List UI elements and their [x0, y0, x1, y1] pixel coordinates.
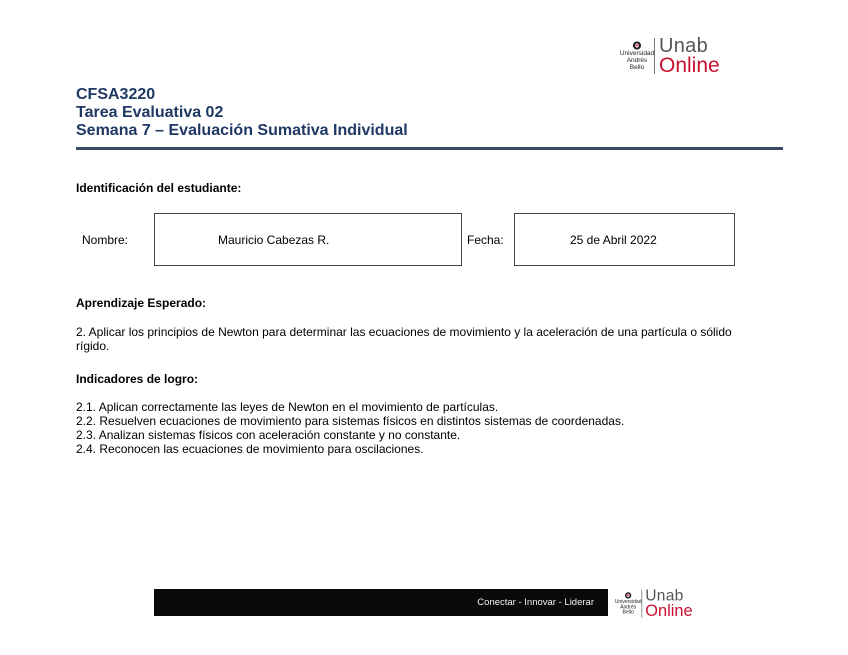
list-item: 2.3. Analizan sistemas físicos con aceleración constante y no constante. [76, 428, 461, 442]
university-name: Universidad Andrés Bello [619, 50, 655, 71]
university-name: Universidad Andrés Bello [614, 598, 642, 616]
university-seal-icon [614, 592, 642, 616]
logo-divider [641, 590, 642, 618]
indicators-list [76, 400, 624, 456]
brand-online: Online [645, 602, 693, 620]
logo-divider [654, 38, 655, 74]
header-rule [76, 147, 783, 150]
list-item: 2.1. Aplican correctamente las leyes de Newton en el movimiento de partículas. [76, 400, 499, 414]
learning-heading: Aprendizaje Esperado: [76, 296, 207, 310]
unab-online-logo [619, 35, 720, 77]
task-title: Tarea Evaluativa 02 [76, 104, 224, 121]
list-item: 2.4. Reconocen las ecuaciones de movimiento para oscilaciones. [76, 442, 424, 456]
footer-logo [614, 587, 693, 620]
university-seal-icon [619, 41, 655, 71]
footer-bar [154, 589, 608, 616]
date-value: 25 de Abril 2022 [570, 233, 657, 247]
list-item: 2.2. Resuelven ecuaciones de movimiento para sistemas físicos en distintos sistemas de coordenadas. [76, 414, 625, 428]
identification-heading: Identificación del estudiante: [76, 181, 242, 195]
brand-online: Online [659, 54, 720, 77]
brand-unab: Unab [645, 587, 684, 605]
learning-line-2: rígido. [76, 339, 110, 353]
name-value: Mauricio Cabezas R. [218, 233, 330, 247]
footer-slogan: Conectar - Innovar - Liderar [477, 597, 594, 608]
learning-text [76, 325, 796, 353]
indicators-heading: Indicadores de logro: [76, 372, 199, 386]
brand-unab: Unab [659, 35, 709, 57]
document-header [76, 86, 408, 140]
date-label: Fecha: [467, 233, 504, 247]
learning-line-1: 2. Aplicar los principios de Newton para determinar las ecuaciones de movimiento y la aceleración de una partícula o sólido [76, 325, 732, 339]
name-label: Nombre: [82, 233, 129, 247]
week-title: Semana 7 – Evaluación Sumativa Individual [76, 122, 408, 139]
course-code: CFSA3220 [76, 86, 156, 103]
